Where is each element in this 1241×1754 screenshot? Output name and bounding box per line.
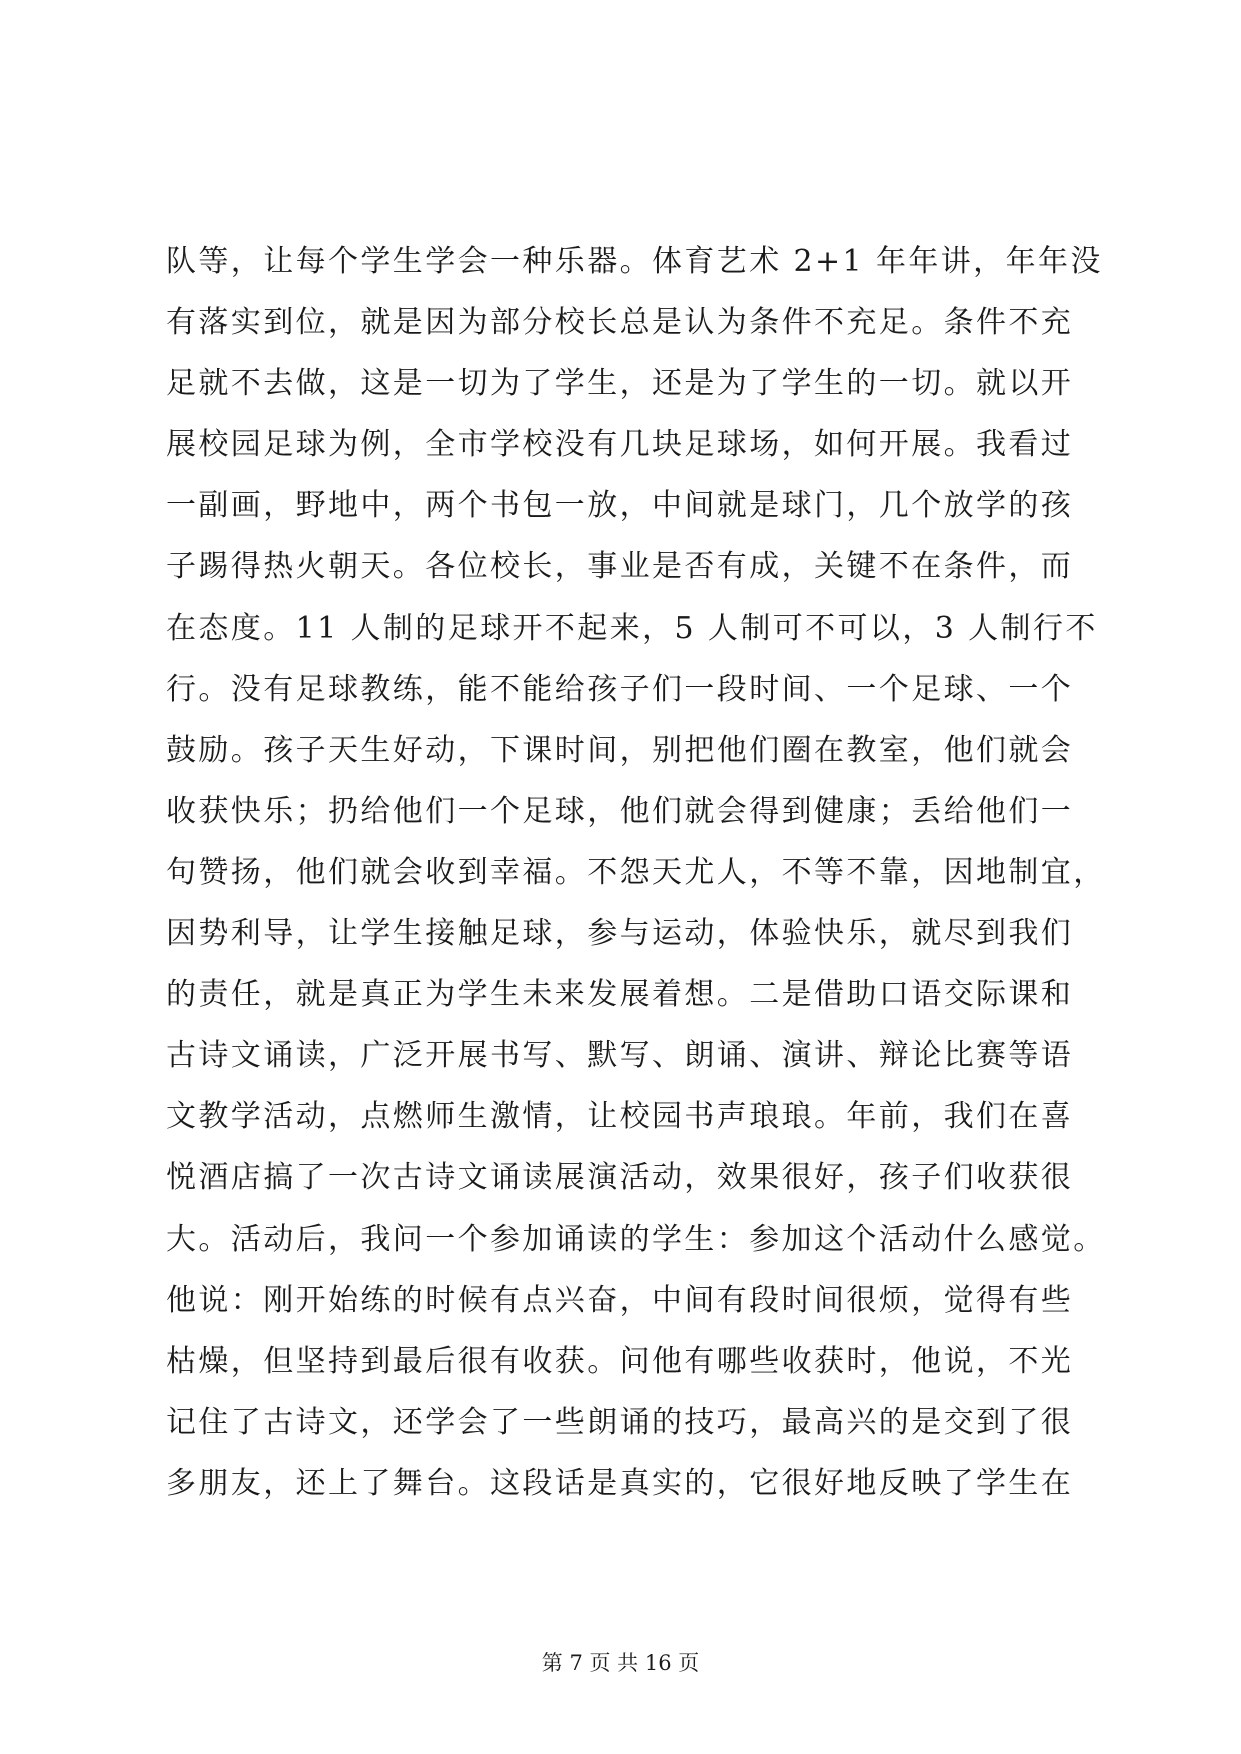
text-line: 队等，让每个学生学会一种乐器。体育艺术 2+1 年年讲，年年没	[166, 244, 1103, 279]
text-line: 记住了古诗文，还学会了一些朗诵的技巧，最高兴的是交到了很	[166, 1404, 1074, 1440]
text-line: 足就不去做，这是一切为了学生，还是为了学生的一切。就以开	[166, 366, 1074, 402]
text-line: 文教学活动，点燃师生激情，让校园书声琅琅。年前，我们在喜	[166, 1099, 1074, 1135]
text-line: 的责任，就是真正为学生未来发展着想。二是借助口语交际课和	[166, 977, 1074, 1013]
text-line: 他说：刚开始练的时候有点兴奋，中间有段时间很烦，觉得有些	[166, 1282, 1074, 1318]
text-line: 在态度。11 人制的足球开不起来，5 人制可不可以，3 人制行不	[166, 610, 1098, 646]
text-line: 因势利导，让学生接触足球，参与运动，体验快乐，就尽到我们	[166, 916, 1074, 952]
text-line: 枯燥，但坚持到最后很有收获。问他有哪些收获时，他说，不光	[166, 1343, 1074, 1379]
text-line: 句赞扬，他们就会收到幸福。不怨天尤人，不等不靠，因地制宜，	[166, 854, 1106, 890]
text-line: 多朋友，还上了舞台。这段话是真实的，它很好地反映了学生在	[166, 1465, 1074, 1501]
page-number-label: 第 7 页 共 16 页	[541, 1651, 700, 1675]
text-line: 收获快乐；扔给他们一个足球，他们就会得到健康；丢给他们一	[166, 793, 1074, 829]
page-footer	[0, 1648, 1241, 1678]
text-line: 一副画，野地中，两个书包一放，中间就是球门，几个放学的孩	[166, 488, 1074, 524]
text-line: 大。活动后，我问一个参加诵读的学生：参加这个活动什么感觉。	[166, 1221, 1106, 1257]
text-line: 鼓励。孩子天生好动，下课时间，别把他们圈在教室，他们就会	[166, 732, 1074, 768]
text-line: 子踢得热火朝天。各位校长，事业是否有成，关键不在条件，而	[166, 549, 1074, 585]
text-line: 悦酒店搞了一次古诗文诵读展演活动，效果很好，孩子们收获很	[166, 1160, 1074, 1196]
body-text	[166, 231, 1106, 1514]
text-line: 古诗文诵读，广泛开展书写、默写、朗诵、演讲、辩论比赛等语	[166, 1038, 1074, 1074]
text-line: 有落实到位，就是因为部分校长总是认为条件不充足。条件不充	[166, 305, 1074, 341]
text-line: 行。没有足球教练，能不能给孩子们一段时间、一个足球、一个	[166, 671, 1074, 707]
text-line: 展校园足球为例，全市学校没有几块足球场，如何开展。我看过	[166, 427, 1074, 463]
